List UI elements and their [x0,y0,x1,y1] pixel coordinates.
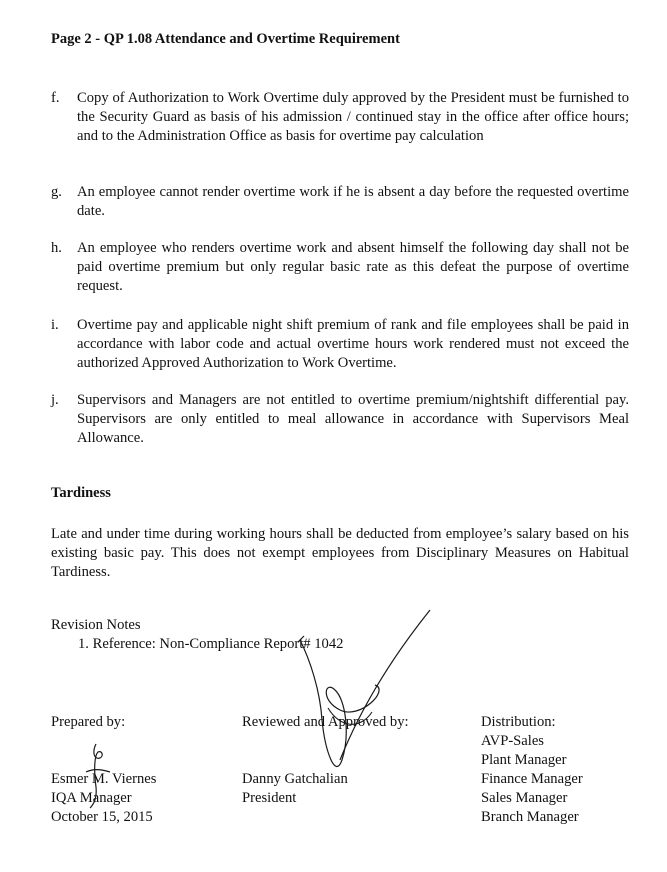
prepared-by-role: IQA Manager [51,790,132,806]
distribution-label: Distribution: [481,714,556,730]
reviewed-by-name: Danny Gatchalian [242,771,348,787]
list-item-g [51,183,629,221]
tardiness-paragraph: Late and under time during working hours shall be deducted from employee’s salary based on his existing basic pay. This does not exempt employees from Disciplinary Measures on Habitual Tardiness. [51,526,629,580]
list-item-text: Supervisors and Managers are not entitled to overtime premium/nightshift differential pay. Supervisors are only entitled to meal allowance in accordance with Supervisors Meal Allowance. [77,392,629,446]
revision-notes-title: Revision Notes [51,617,141,633]
prepared-by-name: Esmer M. Viernes [51,771,157,787]
distribution-item: Finance Manager [481,771,583,787]
distribution-item: AVP-Sales [481,733,544,749]
reviewed-by-block [242,713,409,808]
distribution-item: Sales Manager [481,790,568,806]
list-marker: j. [51,392,59,408]
list-marker: g. [51,184,62,200]
revision-note-item: 1. Reference: Non-Compliance Report# 1042 [78,636,344,652]
list-item-i [51,316,629,373]
reviewed-by-role: President [242,790,297,806]
distribution-item: Plant Manager [481,752,567,768]
distribution-item: Branch Manager [481,809,579,825]
list-item-text: Overtime pay and applicable night shift premium of rank and file employees shall be paid in accordance with labor code and actual overtime hours work rendered must not exceed the authorized Approved Authorization to Work Overtime. [77,317,629,371]
prepared-by-block [51,713,156,827]
list-item-j [51,391,629,448]
distribution-block [481,713,583,827]
list-marker: f. [51,90,60,106]
list-item-h [51,239,629,296]
prepared-by-label: Prepared by: [51,714,126,730]
reviewed-by-label: Reviewed and Approved by: [242,714,409,730]
list-item-text: Copy of Authorization to Work Overtime duly approved by the President must be furnished to the Security Guard as basis of his admission / continued stay in the office after office hours; and to the Administration Office as basis for overtime pay calculation [77,90,629,144]
prepared-by-date: October 15, 2015 [51,809,153,825]
list-item-text: An employee cannot render overtime work if he is absent a day before the requested overtime date. [77,184,629,219]
page-header: Page 2 - QP 1.08 Attendance and Overtime Requirement [51,31,400,47]
list-item-f [51,89,629,146]
list-item-text: An employee who renders overtime work and absent himself the following day shall not be paid overtime premium but only regular basic rate as this defeat the purpose of overtime request. [77,240,629,294]
list-marker: h. [51,240,62,256]
list-marker: i. [51,317,59,333]
section-title-tardiness: Tardiness [51,485,111,501]
